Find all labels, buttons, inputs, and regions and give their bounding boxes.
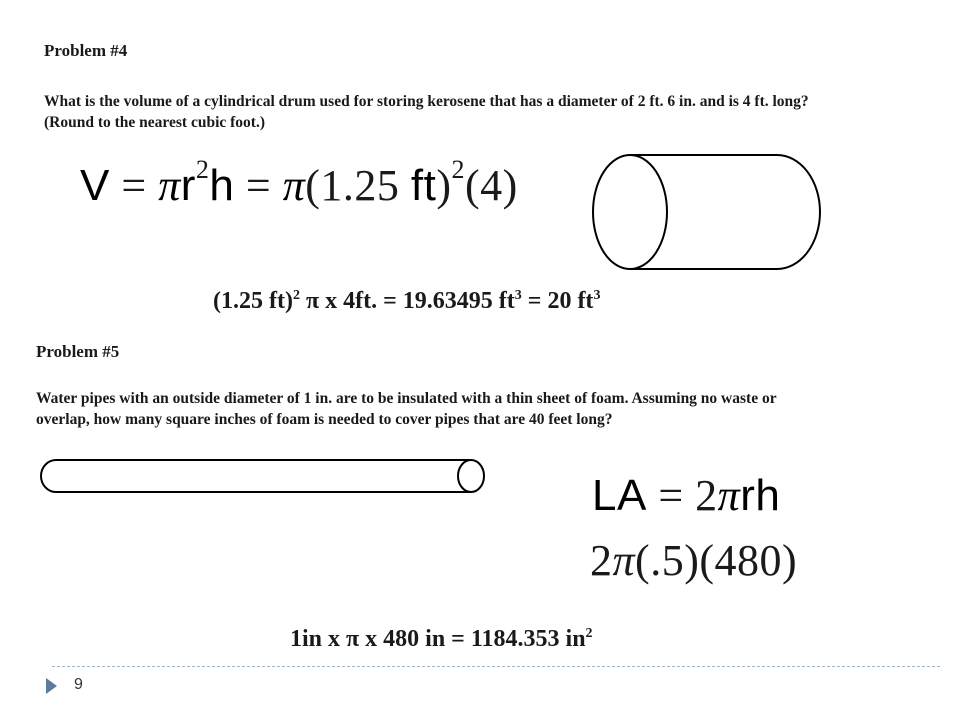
calc5-exp: 2 — [585, 626, 593, 641]
sub-rest: (.5)(480) — [635, 536, 798, 585]
formula-pi-1: π — [158, 161, 181, 210]
sub-two: 2 — [590, 536, 613, 585]
formula-la-two: 2 — [695, 471, 718, 520]
problem-5-question-line-2: overlap, how many square inches of foam is needed to cover pipes that are 40 feet long? — [36, 411, 613, 428]
problem-4-question-line-2: (Round to the nearest cubic foot.) — [44, 114, 266, 131]
calc5-text: 1in x π x 480 in = 1184.353 in — [290, 626, 586, 652]
pipe-right-opening — [458, 460, 484, 492]
formula-pi-2: π — [282, 161, 306, 210]
formula-la: LA — [592, 471, 647, 520]
formula-exp-1: 2 — [195, 155, 210, 184]
formula-la-equals: = — [646, 471, 696, 520]
calc4-mid2: = 20 ft — [521, 288, 594, 314]
formula-h: h — [209, 161, 235, 210]
formula-equals-1: = — [109, 161, 159, 210]
lateral-area-formula — [592, 470, 780, 521]
volume-formula — [80, 155, 518, 211]
formula-r: r — [180, 161, 196, 210]
problem-4-question — [44, 91, 944, 133]
sub-pi: π — [612, 536, 636, 585]
pipe-left-end — [41, 460, 56, 492]
calc4-mid: π x 4ft. = 19.63495 ft — [299, 288, 515, 314]
problem-4-heading: Problem #4 — [44, 41, 128, 60]
calc4-base: (1.25 ft) — [213, 288, 293, 314]
formula-equals-2: = — [234, 161, 283, 210]
problem-5-calculation — [290, 626, 593, 653]
problem-5-question — [36, 388, 936, 430]
problem-5-heading: Problem #5 — [36, 342, 120, 361]
formula-close: ) — [436, 161, 452, 210]
calc4-exp: 2 — [292, 288, 300, 303]
page-number: 9 — [74, 676, 83, 693]
formula-la-pi: π — [717, 471, 741, 520]
formula-exp-2: 2 — [451, 155, 466, 184]
pipe-illustration — [36, 455, 491, 500]
slide-bullet-icon — [46, 678, 57, 694]
problem-4-question-line-1: What is the volume of a cylindrical drum used for storing kerosene that has a diameter of 2 ft. 6 in. and is 4 ft. long? — [44, 93, 809, 110]
formula-ft: ft — [410, 161, 437, 210]
footer-divider — [52, 666, 940, 667]
formula-la-rh: rh — [740, 471, 781, 520]
lateral-area-substitution — [590, 535, 797, 586]
formula-v: V — [80, 161, 110, 210]
pipe-body-edges — [56, 460, 471, 492]
formula-height: (4) — [465, 161, 518, 210]
drum-front-ellipse — [593, 155, 667, 269]
cylinder-drum-illustration — [585, 150, 830, 275]
formula-radius: (1.25 — [305, 161, 411, 210]
problem-5-question-line-1: Water pipes with an outside diameter of 1 in. are to be insulated with a thin sheet of foam. Assuming no waste or — [36, 390, 777, 407]
calc4-exp2: 3 — [514, 288, 522, 303]
drum-back-arc — [777, 155, 820, 269]
problem-4-calculation — [213, 288, 600, 315]
calc4-exp3: 3 — [593, 288, 601, 303]
